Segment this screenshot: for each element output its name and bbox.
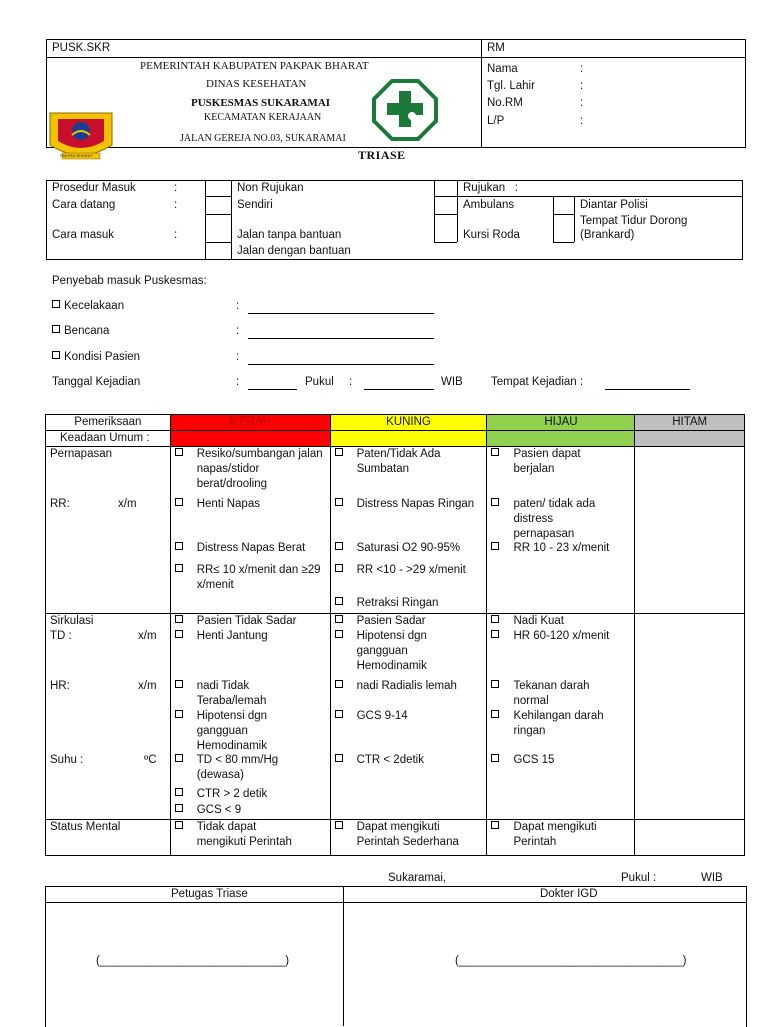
criterion[interactable]: paten/ tidak ada distress pernapasan — [491, 497, 631, 542]
criterion[interactable]: Henti Jantung — [175, 629, 325, 644]
patient-field-tgl: Tgl. Lahir — [487, 80, 535, 92]
criterion[interactable]: Pasien Sadar — [335, 614, 485, 629]
address-text: JALAN GEREJA NO.03, SUKARAMAI — [180, 133, 346, 144]
logo-caption: PAKPAK BHARAT — [60, 153, 93, 158]
wib-label: WIB — [441, 376, 463, 388]
petugas-label: Petugas Triase — [171, 888, 248, 900]
cause-item-bencana[interactable]: Bencana — [52, 325, 109, 337]
criterion[interactable]: Dapat mengikuti Perintah Sederhana — [335, 820, 483, 850]
suhu-unit: ºC — [144, 754, 157, 766]
keadaan-hijau[interactable] — [487, 431, 635, 447]
criterion[interactable]: Resiko/sumbangan jalan napas/stidor berat/drooling — [175, 447, 325, 492]
criterion[interactable]: Paten/Tidak Ada Sumbatan — [335, 447, 485, 477]
patient-field-norm: No.RM — [487, 97, 523, 109]
criterion[interactable]: RR≤ 10 x/menit dan ≥29 x/menit — [175, 563, 325, 593]
criterion[interactable]: Distress Napas Berat — [175, 541, 325, 556]
prosedur-label: Prosedur Masuk — [52, 182, 136, 194]
status-mental-row — [46, 820, 745, 856]
pernapasan-merah — [170, 447, 330, 614]
tempat-label: Tempat Kejadian : — [491, 376, 584, 388]
keadaan-row — [46, 431, 745, 447]
tempat-field[interactable] — [605, 378, 690, 390]
criterion[interactable]: RR <10 - >29 x/menit — [335, 563, 485, 578]
triage-header-row — [46, 415, 745, 431]
kecamatan-title: KECAMATAN KERAJAAN — [204, 112, 322, 123]
status-mental-label: Status Mental — [46, 820, 171, 856]
criterion[interactable]: Henti Napas — [175, 497, 325, 512]
criterion[interactable]: Pasien dapat berjalan — [491, 447, 631, 477]
patient-field-lp: L/P — [487, 115, 505, 127]
pernapasan-hitam[interactable] — [635, 447, 745, 614]
keadaan-label: Keadaan Umum : — [46, 431, 171, 447]
td-unit: x/m — [138, 630, 157, 642]
keadaan-kuning[interactable] — [330, 431, 487, 447]
option-jalan-tanpa[interactable]: Jalan tanpa bantuan — [237, 229, 342, 241]
header-hitam: HITAM — [635, 415, 745, 431]
kondisi-field[interactable] — [248, 353, 434, 365]
colon: : — [174, 182, 178, 194]
criterion[interactable]: GCS 9-14 — [335, 709, 485, 724]
hr-unit: x/m — [138, 680, 157, 692]
sirkulasi-label-cell — [46, 614, 171, 820]
criterion[interactable]: Hipotensi dgn gangguan Hemodinamik — [175, 709, 325, 754]
footer-wib: WIB — [701, 872, 723, 884]
sirkulasi-merah — [170, 614, 330, 820]
mental-hijau — [487, 820, 635, 856]
header-merah: MERAH — [170, 415, 330, 431]
criterion[interactable]: Hipotensi dgn gangguan Hemodinamik — [335, 629, 485, 674]
sirkulasi-kuning — [330, 614, 487, 820]
header-pemeriksaan: Pemeriksaan — [46, 415, 171, 431]
pernapasan-hijau — [487, 447, 635, 614]
dokter-label: Dokter IGD — [540, 888, 598, 900]
pukul-label: Pukul — [305, 376, 334, 388]
criterion[interactable]: Pasien Tidak Sadar — [175, 614, 325, 629]
criterion[interactable]: CTR < 2detik — [335, 753, 485, 768]
pernapasan-row — [46, 447, 745, 614]
criterion[interactable]: TD < 80 mm/Hg (dewasa) — [175, 753, 325, 783]
cause-item-kecelakaan[interactable]: Kecelakaan — [52, 300, 124, 312]
keadaan-hitam[interactable] — [635, 431, 745, 447]
footer-pukul: Pukul : — [621, 872, 657, 884]
option-kursi-roda[interactable]: Kursi Roda — [463, 229, 520, 241]
cara-masuk-label: Cara masuk — [52, 229, 114, 241]
petugas-signature-line[interactable]: (_____________________________) — [96, 955, 290, 967]
cause-item-kondisi[interactable]: Kondisi Pasien — [52, 351, 140, 363]
puskesmas-title: PUSKESMAS SUKARAMAI — [191, 97, 331, 109]
criterion[interactable]: Kehilangan darah ringan — [491, 709, 631, 739]
criterion[interactable]: Tidak dapat mengikuti Perintah — [175, 820, 326, 850]
tanggal-label: Tanggal Kejadian — [52, 376, 141, 388]
colon: : — [236, 325, 240, 337]
colon: : — [580, 97, 584, 109]
colon: : — [174, 199, 178, 211]
sirkulasi-hitam[interactable] — [635, 614, 745, 820]
criterion[interactable]: Dapat mengikuti Perintah — [491, 820, 630, 850]
colon: : — [236, 351, 240, 363]
header-kuning: KUNING — [330, 415, 487, 431]
tanggal-field[interactable] — [248, 378, 297, 390]
patient-field-nama: Nama — [487, 63, 518, 75]
sirkulasi-hijau — [487, 614, 635, 820]
colon: : — [580, 63, 584, 75]
criterion[interactable]: nadi Tidak Teraba/lemah — [175, 679, 325, 709]
hr-label: HR: — [50, 680, 70, 692]
option-sendiri[interactable]: Sendiri — [237, 199, 273, 211]
dinas-title: DINAS KESEHATAN — [206, 78, 307, 90]
criterion[interactable]: GCS < 9 — [175, 803, 325, 818]
criterion[interactable]: CTR > 2 detik — [175, 787, 325, 802]
cara-datang-label: Cara datang — [52, 199, 116, 211]
bencana-field[interactable] — [248, 327, 434, 339]
suhu-label: Suhu : — [50, 754, 84, 766]
pukul-field[interactable] — [364, 378, 434, 390]
colon: : — [580, 80, 584, 92]
criterion[interactable]: Saturasi O2 90-95% — [335, 541, 485, 556]
colon: : — [236, 300, 240, 312]
gov-title: PEMERINTAH KABUPATEN PAKPAK BHARAT — [140, 60, 369, 72]
puskesmas-logo-icon — [372, 79, 438, 141]
sirkulasi-row — [46, 614, 745, 820]
td-label: TD : — [50, 630, 72, 642]
criterion[interactable]: RR 10 - 23 x/menit — [491, 541, 631, 556]
option-non-rujukan[interactable]: Non Rujukan — [237, 182, 304, 194]
cause-heading: Penyebab masuk Puskesmas: — [52, 275, 207, 287]
criterion[interactable]: GCS 15 — [491, 753, 631, 768]
criterion[interactable]: Tekanan darah normal — [491, 679, 631, 709]
option-diantar-polisi[interactable]: Diantar Polisi — [580, 199, 648, 211]
option-rujukan[interactable]: Rujukan : — [463, 182, 518, 194]
rr-label: RR: — [50, 498, 70, 510]
colon: : — [174, 229, 178, 241]
criterion[interactable]: Distress Napas Ringan — [335, 497, 485, 512]
triage-table — [45, 414, 745, 856]
option-jalan-dengan[interactable]: Jalan dengan bantuan — [237, 245, 351, 257]
rm-label: RM — [487, 42, 505, 54]
pernapasan-label-cell — [46, 447, 171, 614]
keadaan-merah[interactable] — [170, 431, 330, 447]
colon: : — [349, 376, 353, 388]
option-tempat-tidur[interactable]: Tempat Tidur Dorong (Brankard) — [580, 215, 688, 241]
mental-merah — [170, 820, 330, 856]
kecelakaan-field[interactable] — [248, 302, 434, 314]
footer-place: Sukaramai, — [388, 872, 447, 884]
page-title: TRIASE — [358, 148, 406, 162]
mental-hitam[interactable] — [635, 820, 745, 856]
pernapasan-kuning — [330, 447, 487, 614]
option-ambulans[interactable]: Ambulans — [463, 199, 515, 211]
pernapasan-label: Pernapasan — [50, 448, 113, 460]
rr-unit: x/m — [118, 498, 137, 510]
criterion[interactable]: HR 60-120 x/menit — [491, 629, 631, 644]
criterion[interactable]: Retraksi Ringan — [335, 596, 485, 611]
criterion[interactable]: nadi Radialis lemah — [335, 679, 485, 694]
mental-kuning — [330, 820, 487, 856]
colon: : — [236, 376, 240, 388]
sirkulasi-label: Sirkulasi — [50, 615, 94, 627]
pusk-code: PUSK.SKR — [52, 42, 111, 54]
header-hijau: HIJAU — [487, 415, 635, 431]
criterion[interactable]: Nadi Kuat — [491, 614, 631, 629]
colon: : — [580, 115, 584, 127]
dokter-signature-line[interactable]: (___________________________________) — [455, 955, 687, 967]
